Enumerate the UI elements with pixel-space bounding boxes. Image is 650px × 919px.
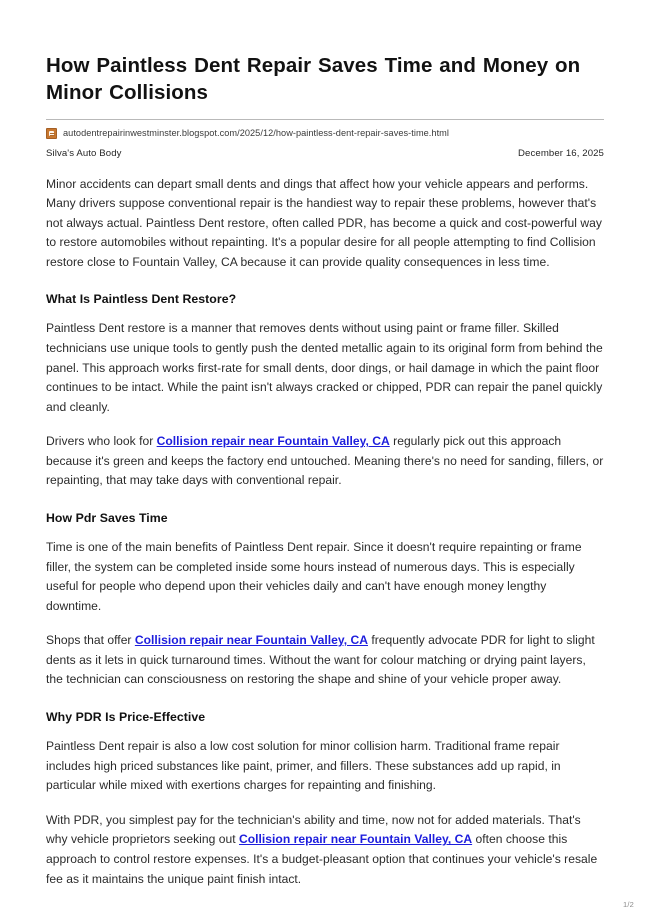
byline [46, 148, 604, 159]
text-after-link: often choose this approach to control restore expenses. It's a budget-pleasant option that continues your vehicle's resale fee as it maintains the unique paint finish intact. [46, 832, 598, 886]
section1-paragraph-2 [46, 432, 604, 491]
text-after-link: frequently advocate PDR for light to slight dents as it lets in quick turnaround times. Without the want for colour matching or drying paint layers, the technician can consciousness on restoring the shape and shine of your vehicle proper away. [46, 633, 595, 687]
section-heading-how-pdr-saves-time: How Pdr Saves Time [46, 511, 168, 526]
page-number: 1/2 [622, 900, 634, 909]
text-before-link: Shops that offer [46, 633, 135, 648]
text-before-link: Drivers who look for [46, 434, 157, 449]
section-heading-why-pdr-is-price-effective: Why PDR Is Price-Effective [46, 710, 206, 725]
source-url-text: autodentrepairinwestminster.blogspot.com/2025/12/how-paintless-dent-repair-saves-time.html [63, 128, 449, 138]
section3-paragraph-2 [46, 811, 604, 889]
intro-paragraph: Minor accidents can depart small dents and dings that affect how your vehicle appears and performs. Many drivers suppose conventional repair is the handiest way to repair these problems, however that's not always actual. Paintless Dent restore, often called PDR, has become a quick and cost-powerful way to restore automobiles without repainting. It's a popular desire for all people attempting to find Collision restore close to Fountain Valley, CA because it can provide quality consequences in less time. [46, 176, 602, 269]
collision-repair-link-1[interactable]: Collision repair near Fountain Valley, CA [156, 434, 390, 449]
text-before-link: With PDR, you simplest pay for the technician's ability and time, now not for added materials. That's why vehicle proprietors seeking out [46, 812, 581, 847]
section-heading-what-is-pdr: What Is Paintless Dent Restore? [46, 292, 237, 307]
section3-paragraph-1: Paintless Dent repair is also a low cost solution for minor collision harm. Traditional frame repair includes high priced substances like paint, primer, and fillers. These substances add up rapid, in particular while mixed with exertions charges for repainting and finishing. [46, 739, 561, 793]
collision-repair-link-3[interactable]: Collision repair near Fountain Valley, CA [238, 832, 473, 847]
byline-date: December 16, 2025 [518, 147, 604, 159]
page-title: How Paintless Dent Repair Saves Time and Money on Minor Collisions [46, 54, 581, 105]
byline-author: Silva's Auto Body [46, 147, 122, 159]
document-content [46, 52, 604, 889]
source-url-row [46, 128, 604, 139]
section2-paragraph-2 [46, 631, 604, 690]
collision-repair-link-2[interactable]: Collision repair near Fountain Valley, CA [134, 633, 368, 648]
section2-paragraph-1: Time is one of the main benefits of Paintless Dent repair. Since it doesn't require repainting or frame filler, the system can be completed inside some hours instead of numerous days. This is especially useful for people who depend upon their vehicles daily and can't have enough money lengthy downtime. [46, 540, 582, 613]
title-separator [46, 119, 604, 120]
section1-paragraph-1: Paintless Dent restore is a manner that removes dents without using paint or frame filler. Skilled technicians use unique tools to gently push the dented metallic again to its original form from behind the panel. This approach works first-rate for small dents, door dings, or hail damage in which the paint floor continues to be intact. While the paint isn't always cracked or chipped, PDR can repair the panel quickly and cleanly. [46, 321, 603, 414]
text-after-link: regularly pick out this approach because it's green and keeps the factory end untouched. Meaning there's no need for sanding, fillers, or repainting, that may take days with conventional repair. [46, 434, 604, 488]
blogger-favicon-icon [46, 128, 57, 139]
